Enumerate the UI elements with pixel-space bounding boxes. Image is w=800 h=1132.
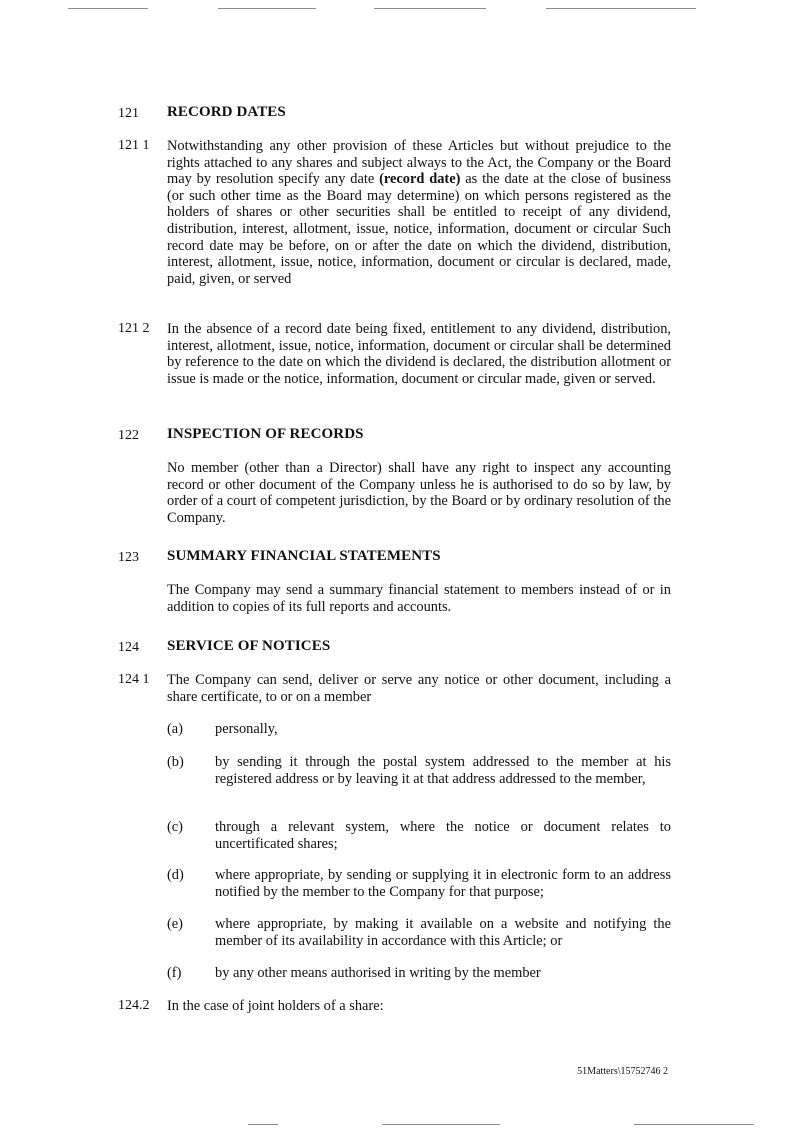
section-heading: INSPECTION OF RECORDS bbox=[167, 426, 364, 442]
list-item-text: where appropriate, by sending or supplying it in electronic form to an address notified by the member to the Company for that purpose; bbox=[215, 867, 671, 900]
top-rule bbox=[218, 8, 316, 9]
bottom-rule bbox=[634, 1124, 754, 1125]
list-item-text: personally, bbox=[215, 721, 278, 737]
clause-text bbox=[167, 138, 671, 287]
clause-text: In the absence of a record date being fixed, entitlement to any dividend, distribution, interest, allotment, issue, notice, information, document or circular shall be determined by reference to the date on which the dividend is declared, the distribution allotment or issue is made or the notice, information, document or circular made, given or served. bbox=[167, 321, 671, 387]
section-heading: RECORD DATES bbox=[167, 104, 286, 120]
clause-number: 121 2 bbox=[118, 321, 150, 336]
section-number: 124 bbox=[118, 640, 139, 655]
section-text: No member (other than a Director) shall have any right to inspect any accounting record or other document of the Company unless he is authorised to do so by law, by order of a court of competent jurisdiction, by the Board or by ordinary resolution of the Company. bbox=[167, 460, 671, 526]
clause-number: 124.2 bbox=[118, 998, 150, 1013]
list-item-text: by sending it through the postal system addressed to the member at his registered address or by leaving it at that address addressed to the member, bbox=[215, 754, 671, 787]
top-rule bbox=[68, 8, 148, 9]
section-text: The Company may send a summary financial statement to members instead of or in addition to copies of its full reports and accounts. bbox=[167, 582, 671, 615]
list-item-text: by any other means authorised in writing by the member bbox=[215, 965, 541, 981]
bottom-rule bbox=[382, 1124, 500, 1125]
section-number: 121 bbox=[118, 106, 139, 121]
document-reference: 51Matters\15752746 2 bbox=[577, 1066, 668, 1077]
list-item-text: where appropriate, by making it available on a website and notifying the member of its availability in accordance with this Article; or bbox=[215, 916, 671, 949]
section-heading: SUMMARY FINANCIAL STATEMENTS bbox=[167, 548, 441, 564]
list-item-label: (f) bbox=[167, 965, 182, 981]
section-number: 123 bbox=[118, 550, 139, 565]
bottom-rule bbox=[248, 1124, 278, 1125]
clause-number: 124 1 bbox=[118, 672, 150, 687]
top-rule bbox=[374, 8, 486, 9]
defined-term: (record date) bbox=[379, 171, 461, 188]
list-item-label: (c) bbox=[167, 819, 183, 835]
clause-text: In the case of joint holders of a share: bbox=[167, 998, 384, 1014]
clause-text-part: Notwithstanding any other provision of these Articles but without prejudice to the rights attached to any shares and subject always to the Act, the Company or the Board may by resolution specify any date bbox=[167, 138, 671, 188]
list-item-label: (e) bbox=[167, 916, 183, 932]
clause-number: 121 1 bbox=[118, 138, 150, 153]
list-item-text: through a relevant system, where the notice or document relates to uncertificated shares; bbox=[215, 819, 671, 852]
section-number: 122 bbox=[118, 428, 139, 443]
top-rule bbox=[546, 8, 696, 9]
clause-text-part: as the date at the close of business (or such other time as the Board may determine) on which persons registered as the holders of shares or other securities shall be entitled to receipt of any dividend, distribution, interest, allotment, issue, notice, information, document or circular Such record date may be before, on or after the date on which the dividend, distribution, interest, allotment, issue, notice, information, document or circular is declared, made, paid, given, or served bbox=[167, 171, 671, 287]
list-item-label: (b) bbox=[167, 754, 184, 770]
clause-text: The Company can send, deliver or serve any notice or other document, including a share certificate, to or on a member bbox=[167, 672, 671, 705]
section-heading: SERVICE OF NOTICES bbox=[167, 638, 331, 654]
list-item-label: (d) bbox=[167, 867, 184, 883]
list-item-label: (a) bbox=[167, 721, 183, 737]
